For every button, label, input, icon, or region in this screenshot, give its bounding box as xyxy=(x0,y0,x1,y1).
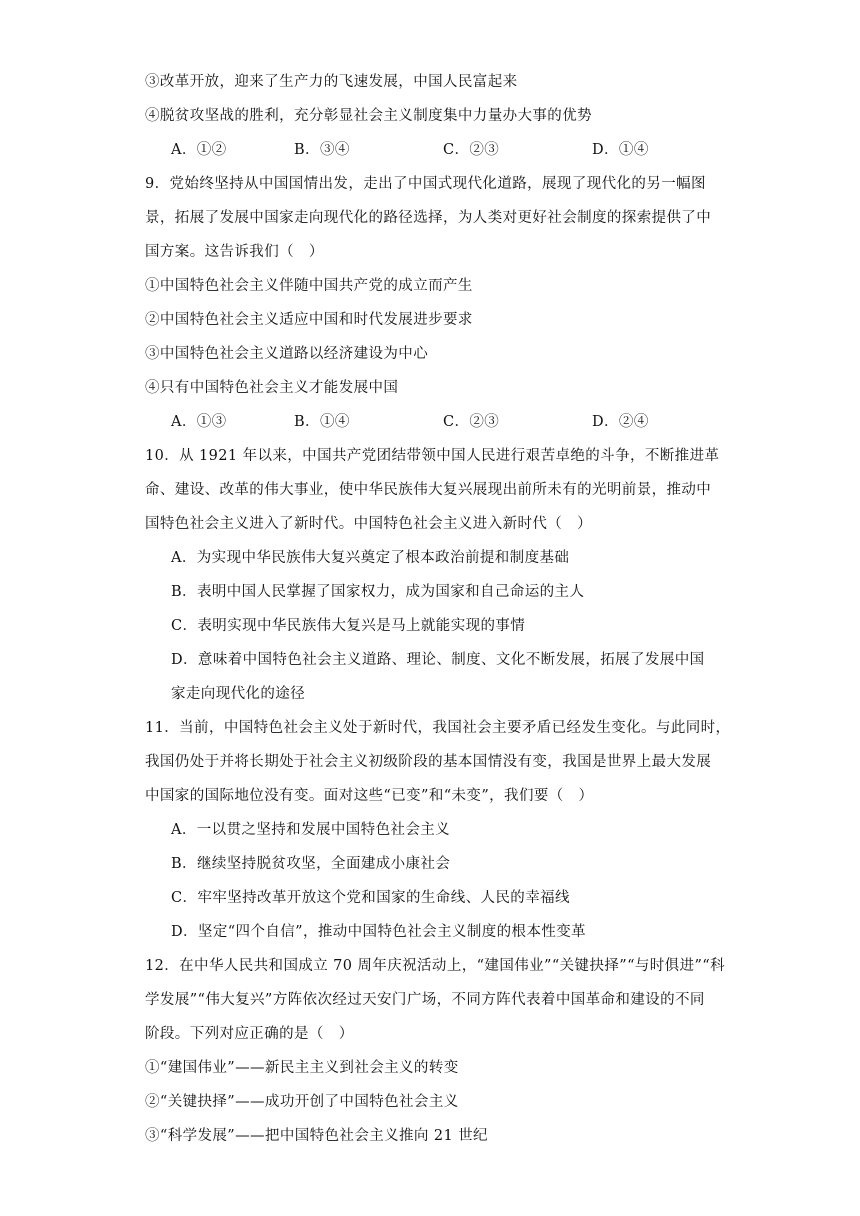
q8-statement-4: ④脱贫攻坚战的胜利，充分彰显社会主义制度集中力量办大事的优势 xyxy=(145,108,592,124)
q12-stem-line-3: 阶段。下列对应正确的是（ ） xyxy=(145,1026,354,1042)
q9-statement-1: ①中国特色社会主义伴随中国共产党的成立而产生 xyxy=(145,278,473,294)
q9-statement-2: ②中国特色社会主义适应中国和时代发展进步要求 xyxy=(145,312,473,328)
q12-stem-line-1: 12．在中华人民共和国成立 70 周年庆祝活动上，“建国伟业”“关键抉择”“与时俱进”“科 xyxy=(145,958,726,974)
q10-option-a[interactable]: A．为实现中华民族伟大复兴奠定了根本政治前提和制度基础 xyxy=(171,550,570,566)
q12-statement-2: ②“关键抉择”——成功开创了中国特色社会主义 xyxy=(145,1094,459,1110)
q10-stem-line-2: 命、建设、改革的伟大事业，使中华民族伟大复兴展现出前所未有的光明前景，推动中 xyxy=(145,482,712,498)
q11-stem-line-2: 我国仍处于并将长期处于社会主义初级阶段的基本国情没有变，我国是世界上最大发展 xyxy=(145,754,712,770)
q8-option-b[interactable]: B．③④ xyxy=(294,142,350,158)
q9-option-c[interactable]: C．②③ xyxy=(443,414,500,430)
q8-options xyxy=(171,140,691,160)
q11-stem-line-3: 中国家的国际地位没有变。面对这些“已变”和“未变”，我们要（ ） xyxy=(145,788,594,804)
q9-stem-line-3: 国方案。这告诉我们（ ） xyxy=(145,244,324,260)
q11-option-c[interactable]: C．牢牢坚持改革开放这个党和国家的生命线、人民的幸福线 xyxy=(171,890,570,906)
q10-option-d-continued: 家走向现代化的途径 xyxy=(171,686,306,702)
q10-option-c[interactable]: C．表明实现中华民族伟大复兴是马上就能实现的事情 xyxy=(171,618,526,634)
q10-option-d[interactable]: D．意味着中国特色社会主义道路、理论、制度、文化不断发展，拓展了发展中国 xyxy=(171,652,705,668)
q9-statement-4: ④只有中国特色社会主义才能发展中国 xyxy=(145,380,399,396)
q9-option-d[interactable]: D．②④ xyxy=(592,414,649,430)
q12-statement-3: ③“科学发展”——把中国特色社会主义推向 21 世纪 xyxy=(145,1128,488,1144)
q12-stem-line-2: 学发展”“伟大复兴”方阵依次经过天安门广场，不同方阵代表着中国革命和建设的不同 xyxy=(145,992,705,1008)
q10-stem-line-3: 国特色社会主义进入了新时代。中国特色社会主义进入新时代（ ） xyxy=(145,516,592,532)
q9-option-b[interactable]: B．①④ xyxy=(294,414,350,430)
q8-option-c[interactable]: C．②③ xyxy=(443,142,500,158)
q11-stem-line-1: 11．当前，中国特色社会主义处于新时代，我国社会主要矛盾已经发生变化。与此同时， xyxy=(145,720,731,736)
q9-stem-line-1: 9．党始终坚持从中国国情出发，走出了中国式现代化道路，展现了现代化的另一幅图 xyxy=(145,176,706,192)
q11-option-d[interactable]: D．坚定“四个自信”，推动中国特色社会主义制度的根本性变革 xyxy=(171,924,587,940)
q8-option-d[interactable]: D．①④ xyxy=(592,142,649,158)
q9-option-a[interactable]: A．①③ xyxy=(171,414,227,430)
q10-stem-line-1: 10．从 1921 年以来，中国共产党团结带领中国人民进行艰苦卓绝的斗争，不断推进革 xyxy=(145,448,720,464)
q11-option-a[interactable]: A．一以贯之坚持和发展中国特色社会主义 xyxy=(171,822,451,838)
q10-option-b[interactable]: B．表明中国人民掌握了国家权力，成为国家和自己命运的主人 xyxy=(171,584,585,600)
q9-statement-3: ③中国特色社会主义道路以经济建设为中心 xyxy=(145,346,429,362)
q11-option-b[interactable]: B．继续坚持脱贫攻坚，全面建成小康社会 xyxy=(171,856,451,872)
q8-option-a[interactable]: A．①② xyxy=(171,142,227,158)
q12-statement-1: ①“建国伟业”——新民主主义到社会主义的转变 xyxy=(145,1060,459,1076)
q9-options xyxy=(171,412,691,432)
q9-stem-line-2: 景，拓展了发展中国家走向现代化的路径选择，为人类对更好社会制度的探索提供了中 xyxy=(145,210,712,226)
q8-statement-3: ③改革开放，迎来了生产力的飞速发展，中国人民富起来 xyxy=(145,74,518,90)
